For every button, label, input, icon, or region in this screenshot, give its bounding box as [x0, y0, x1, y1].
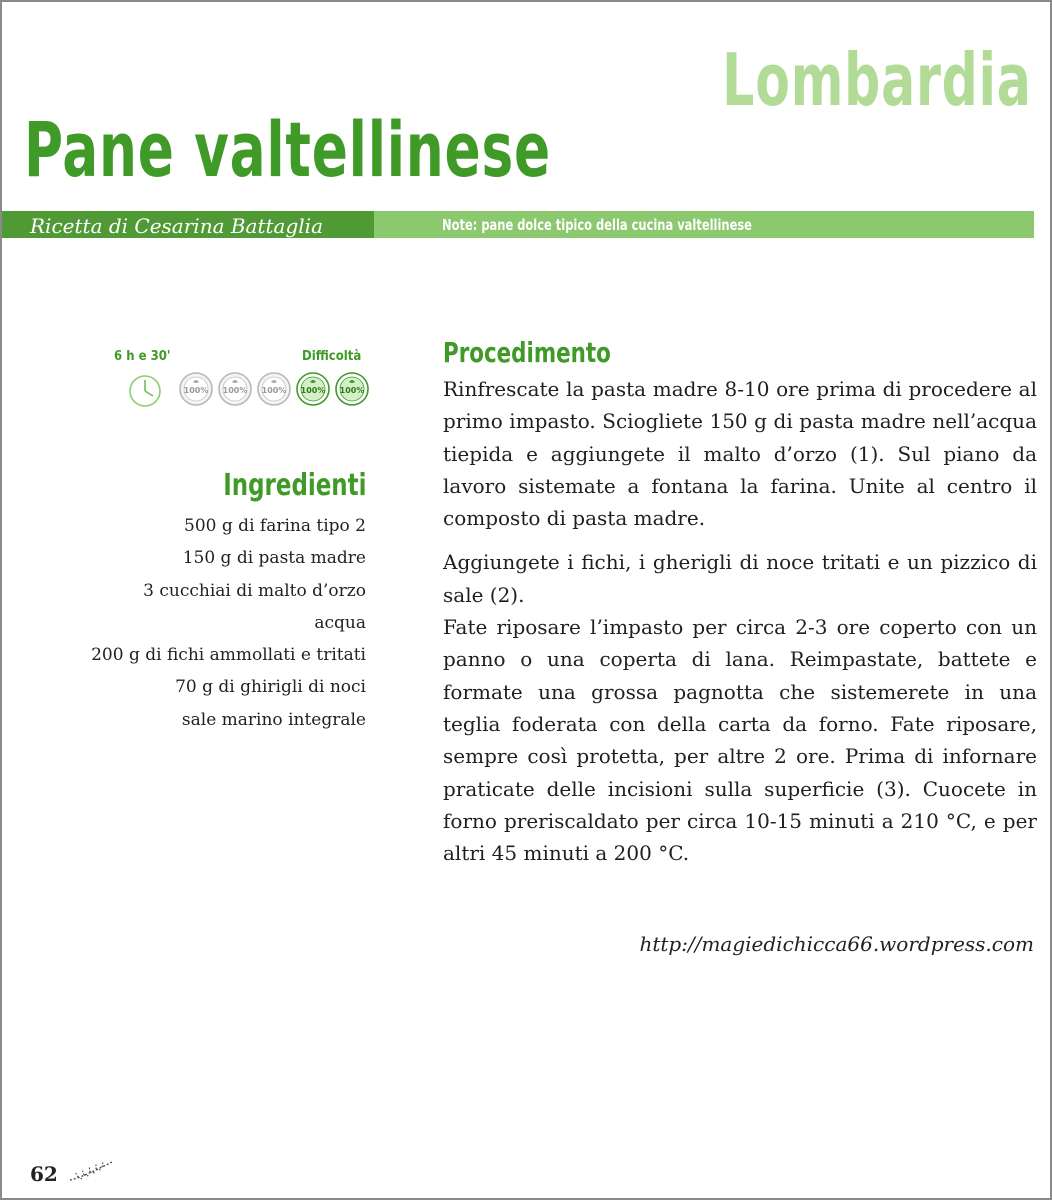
badge-percent: 100% — [300, 386, 326, 395]
procedure-paragraph: Aggiungete i fichi, i gherigli di noce tritati e un pizzico di sale (2). — [443, 550, 1037, 607]
organic-100-percent-badge-icon — [256, 371, 292, 407]
leaf-ornament-icon — [66, 1158, 118, 1184]
ingredient-item: sale marino integrale — [181, 709, 366, 730]
difficulty-rating — [178, 371, 370, 409]
ingredient-item: acqua — [314, 612, 366, 633]
ingredient-item: 70 g di ghirigli di noci — [175, 677, 366, 698]
recipe-author: Ricetta di Cesarina Battaglia — [30, 214, 323, 238]
source-url: http://magiedichicca66.wordpress.com — [639, 932, 1034, 956]
organic-100-percent-badge-icon — [334, 371, 370, 407]
organic-100-percent-badge-icon — [178, 371, 214, 407]
badge-percent: 100% — [183, 386, 209, 395]
procedure-title: Procedimento — [443, 336, 611, 369]
organic-100-percent-badge-icon — [295, 371, 331, 407]
prep-time: 6 h e 30' — [114, 349, 171, 364]
region-title: Lombardia — [722, 38, 1032, 122]
procedure-paragraph: Rinfrescate la pasta madre 8-10 ore prima di procedere al primo impasto. Sciogliete 150 g di pasta madre nell’acqua tiepida e aggiungete il malto d’orzo (1). Sul piano da lavoro sistemate a fontana la farina. Unite al centro il composto di pasta madre. — [443, 377, 1037, 531]
ingredient-item: 500 g di farina tipo 2 — [184, 516, 366, 536]
difficulty-label: Difficoltà — [302, 349, 362, 364]
organic-100-percent-badge-icon — [217, 371, 253, 407]
page-number: 62 — [30, 1162, 58, 1186]
badge-percent: 100% — [222, 386, 248, 395]
procedure-paragraph: Fate riposare l’impasto per circa 2-3 ore coperto con un panno o una coperta di lana. Reimpastate, battete e formate una grossa pagnotta che sistemerete in una teglia foderata con della carta da forno. Fate riposare, sempre così protetta, per altre 2 ore. Prima di infornare praticate delle incisioni sulla superficie (3). Cuocete in forno preriscaldato per circa 10-15 minuti a 210 °C, e per altri 45 minuti a 200 °C. — [443, 615, 1037, 866]
recipe-note: Note: pane dolce tipico della cucina valtellinese — [442, 216, 752, 234]
badge-percent: 100% — [339, 386, 365, 395]
clock-icon — [127, 373, 163, 409]
ingredient-item: 3 cucchiai di malto d’orzo — [143, 580, 366, 601]
badge-percent: 100% — [261, 386, 287, 395]
recipe-title: Pane valtellinese — [24, 105, 552, 194]
ingredient-item: 150 g di pasta madre — [182, 548, 366, 569]
ingredients-title: Ingredienti — [222, 468, 366, 503]
procedure-text — [443, 373, 1037, 869]
ingredients-list — [91, 510, 366, 736]
ingredient-item: 200 g di fichi ammollati e tritati — [91, 645, 366, 666]
